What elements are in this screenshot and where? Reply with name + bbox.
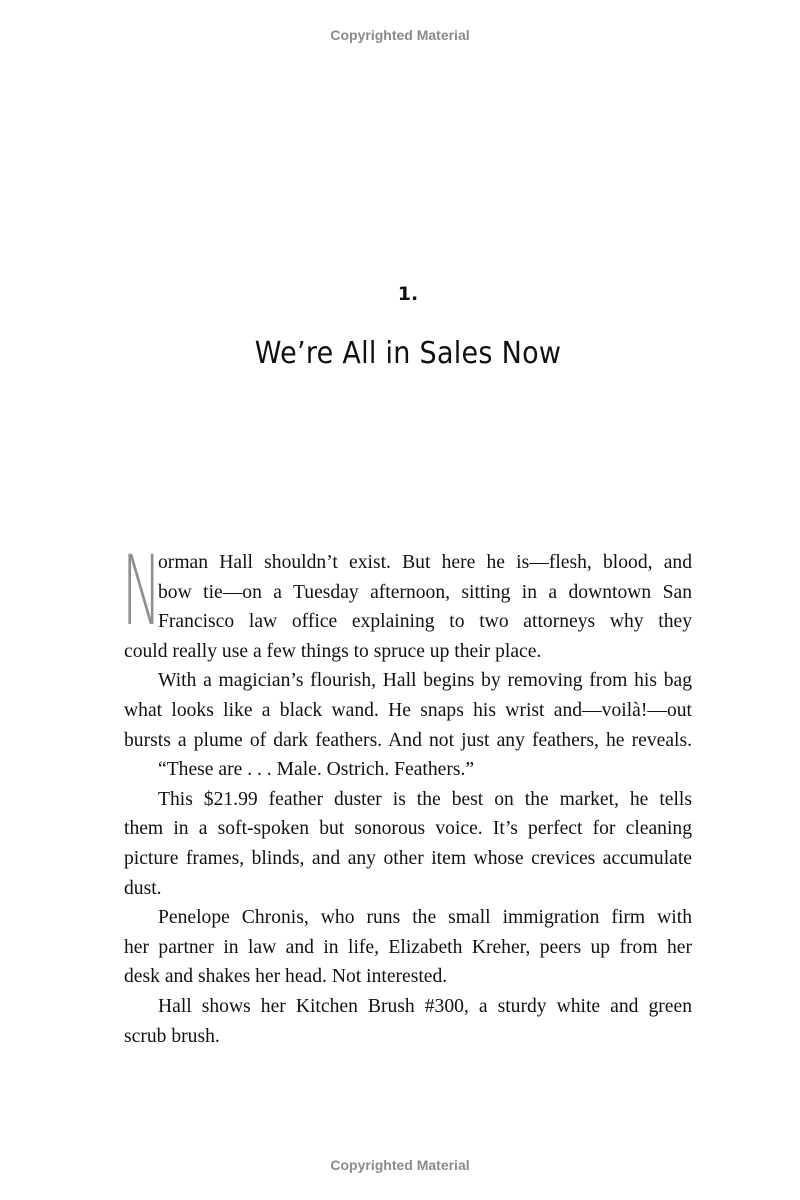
text-line: Hall shows her Kitchen Brush #300, a sturdy white and green	[158, 995, 692, 1017]
text-line: “These are . . . Male. Ostrich. Feathers.”	[158, 759, 475, 781]
body-text	[124, 548, 692, 1051]
text-line: Francisco law office explaining to two attorneys why they	[158, 611, 692, 633]
text-line: Penelope Chronis, who runs the small immigration firm with	[158, 907, 692, 929]
text-line: This $21.99 feather duster is the best on the market, he tells	[158, 788, 692, 810]
chapter-number: 1.	[397, 283, 419, 305]
text-line: picture frames, blinds, and any other item whose crevices accumulate	[124, 847, 692, 869]
copyright-watermark-top: Copyrighted Material	[330, 27, 470, 43]
text-line: them in a soft-spoken but sonorous voice. It’s perfect for cleaning	[124, 818, 692, 840]
copyright-watermark-bottom: Copyrighted Material	[330, 1157, 470, 1173]
text-line: her partner in law and in life, Elizabeth Kreher, peers up from her	[124, 936, 692, 958]
drop-cap: N	[122, 535, 162, 647]
chapter-title: We’re All in Sales Now	[254, 336, 562, 371]
text-line: bursts a plume of dark feathers. And not just any feathers, he reveals.	[124, 729, 692, 751]
text-line: desk and shakes her head. Not interested.	[124, 966, 448, 988]
text-line: bow tie—on a Tuesday afternoon, sitting in a downtown San	[158, 581, 692, 603]
text-line: could really use a few things to spruce up their place.	[124, 640, 542, 662]
text-line: scrub brush.	[124, 1025, 220, 1047]
text-line: dust.	[124, 877, 162, 899]
text-line: what looks like a black wand. He snaps his wrist and—voilà!—out	[124, 699, 692, 721]
text-line: orman Hall shouldn’t exist. But here he is—flesh, blood, and	[158, 552, 692, 573]
text-line: With a magician’s flourish, Hall begins by removing from his bag	[158, 670, 692, 692]
